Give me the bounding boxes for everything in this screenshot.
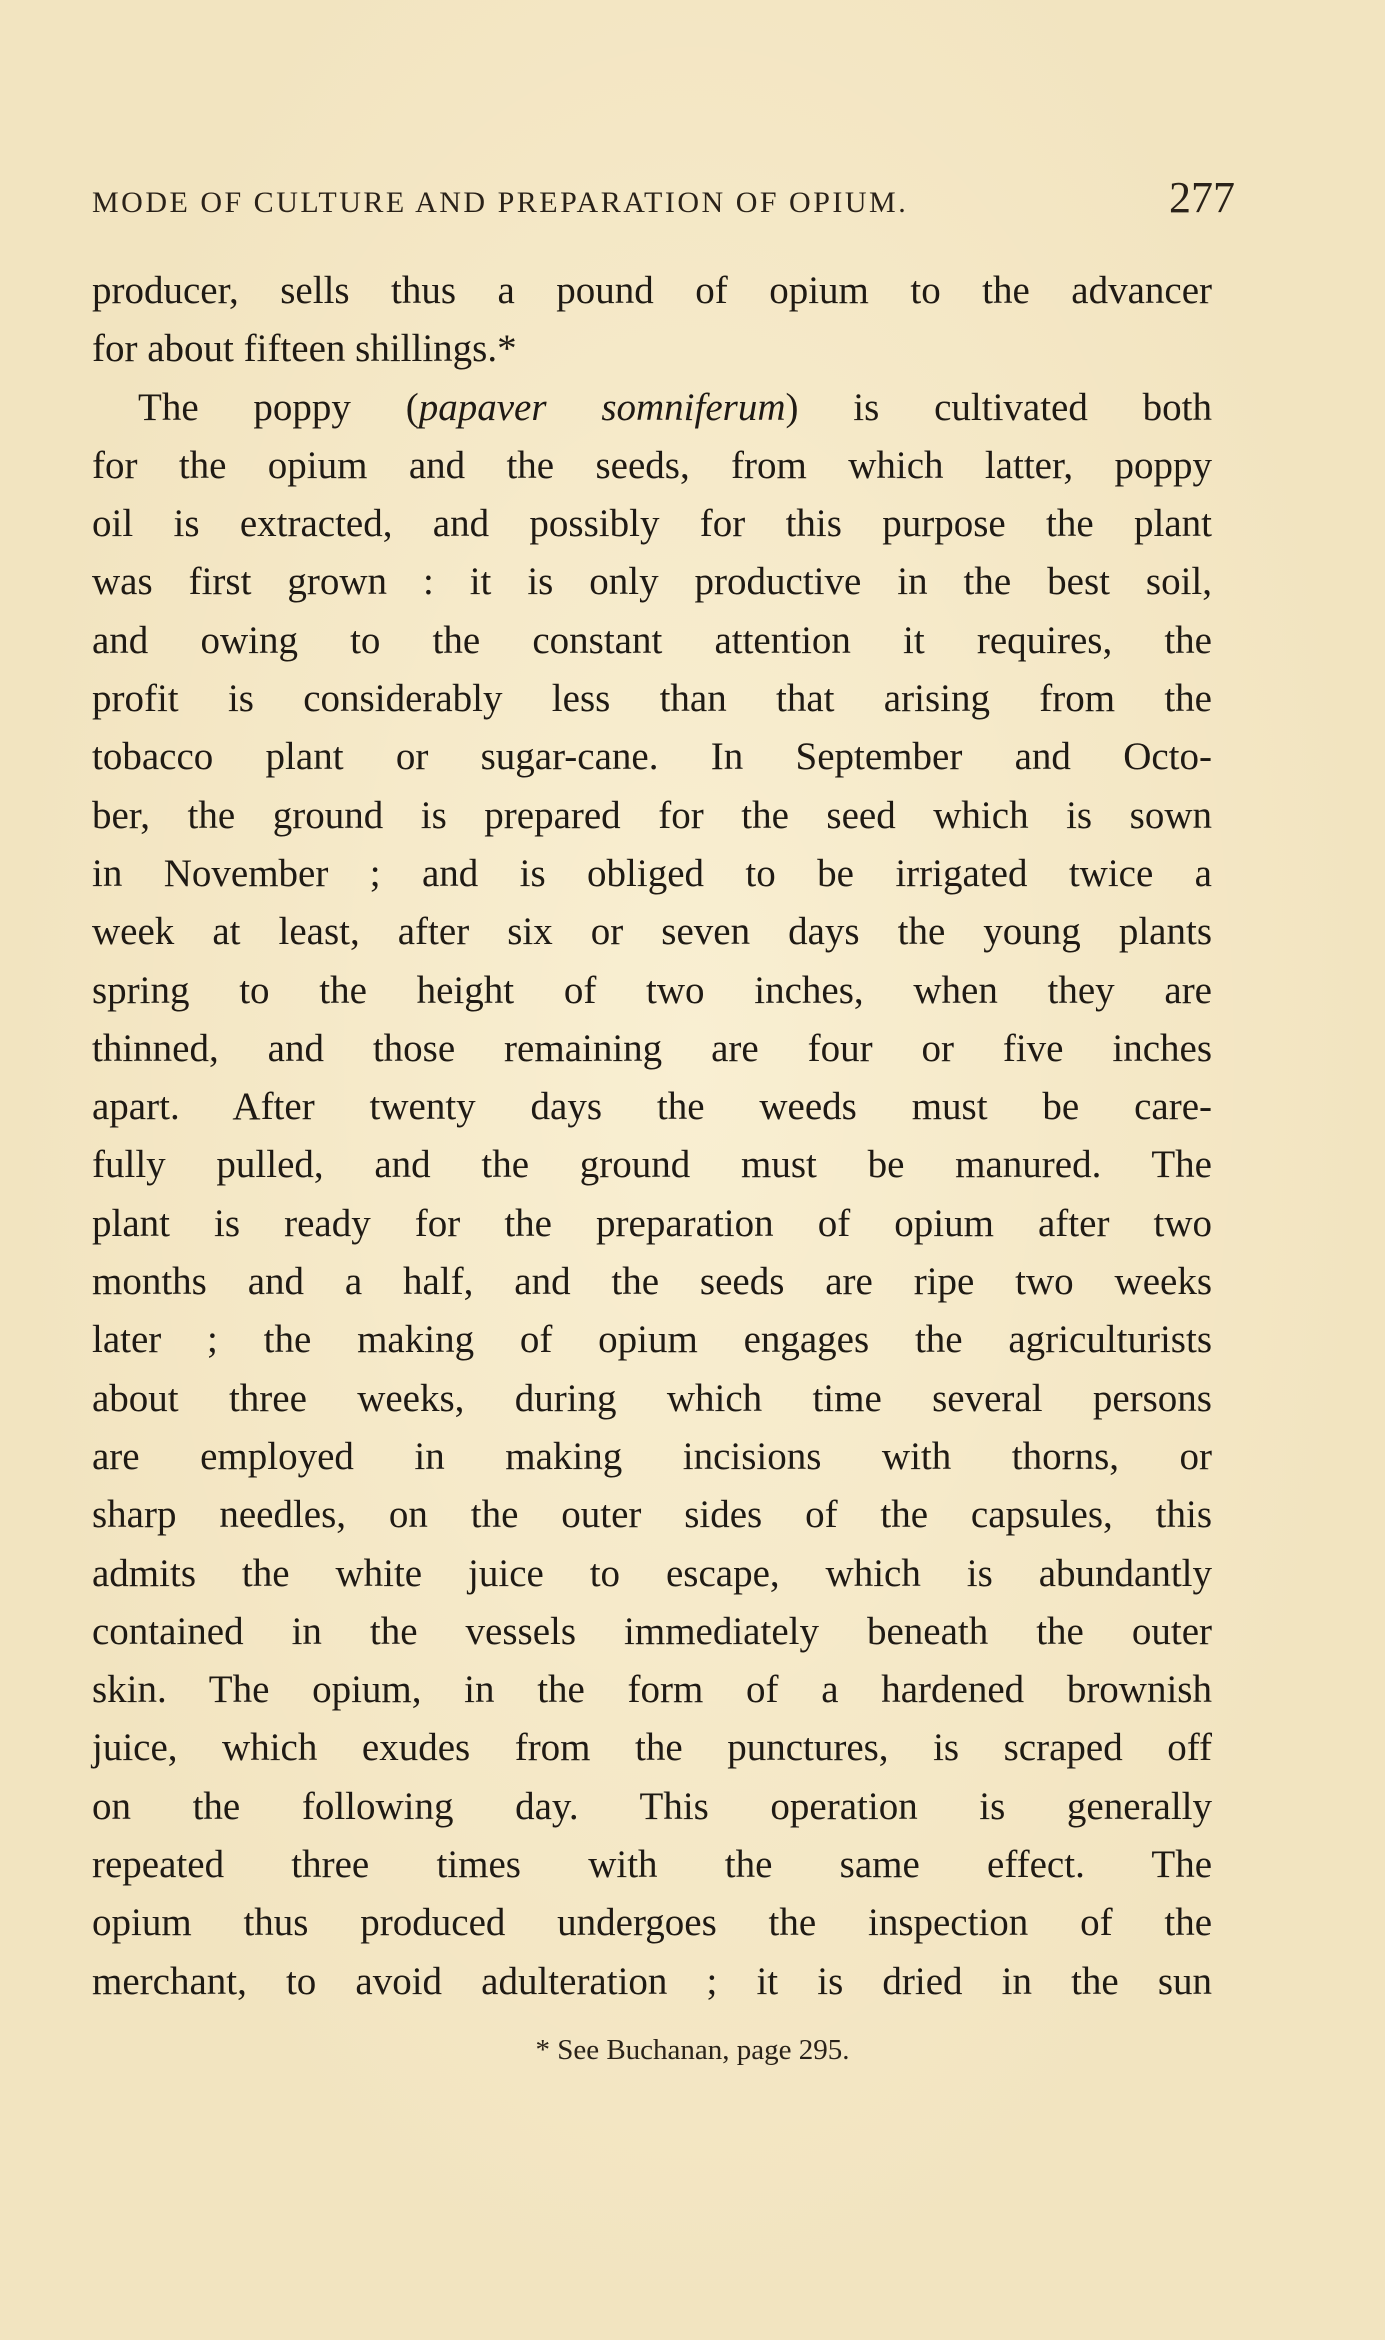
text-line: week at least, after six or seven days the young plants [92,910,1212,954]
text-line: for about fifteen shillings.* [92,327,517,371]
text-line: fully pulled, and the ground must be manured. The [92,1143,1212,1187]
text-line: was first grown : it is only productive in the best soil, [92,560,1212,604]
text-line: oil is extracted, and possibly for this purpose the plant [92,502,1212,546]
text-line: later ; the making of opium engages the agriculturists [92,1318,1212,1362]
text-line: skin. The opium, in the form of a hardened brownish [92,1668,1212,1712]
text-line: in November ; and is obliged to be irrigated twice a [92,851,1212,895]
text-line: merchant, to avoid adulteration ; it is dried in the sun [92,1959,1212,2003]
text-fragment: ) is cultivated both [785,385,1213,429]
footnote: * See Buchanan, page 295. [535,2034,850,2066]
body-text [92,262,1212,2011]
text-line: ber, the ground is prepared for the seed which is sown [92,793,1212,837]
latin-name: papaver somniferum [418,385,786,429]
text-line: repeated three times with the same effect. The [92,1843,1212,1887]
text-line: producer, sells thus a pound of opium to the advancer [92,269,1212,312]
text-line: apart. After twenty days the weeds must be care- [92,1085,1212,1129]
text-line: juice, which exudes from the punctures, is scraped off [92,1726,1212,1770]
text-line: spring to the height of two inches, when they are [92,968,1212,1012]
text-line: plant is ready for the preparation of opium after two [92,1201,1212,1245]
page-number: 277 [1169,173,1235,222]
text-line: tobacco plant or sugar-cane. In September and Octo- [92,735,1212,779]
text-line: opium thus produced undergoes the inspection of the [92,1901,1212,1945]
text-line: for the opium and the seeds, from which latter, poppy [92,443,1212,487]
text-line: about three weeks, during which time several persons [92,1376,1212,1420]
text-line: admits the white juice to escape, which is abundantly [92,1551,1212,1595]
page-header [92,172,1235,222]
text-line: are employed in making incisions with thorns, or [92,1434,1212,1478]
text-line: sharp needles, on the outer sides of the capsules, this [92,1493,1212,1537]
text-line: and owing to the constant attention it requires, the [92,618,1212,662]
text-line: months and a half, and the seeds are ripe two weeks [92,1260,1212,1304]
text-fragment: The poppy ( [138,385,419,429]
running-head: MODE OF CULTURE AND PREPARATION OF OPIUM. [92,186,909,219]
text-line: contained in the vessels immediately beneath the outer [92,1609,1212,1653]
text-line: thinned, and those remaining are four or five inches [92,1026,1212,1070]
text-line: on the following day. This operation is generally [92,1784,1212,1828]
text-line: profit is considerably less than that arising from the [92,677,1212,721]
text-line-poppy [92,379,1212,437]
